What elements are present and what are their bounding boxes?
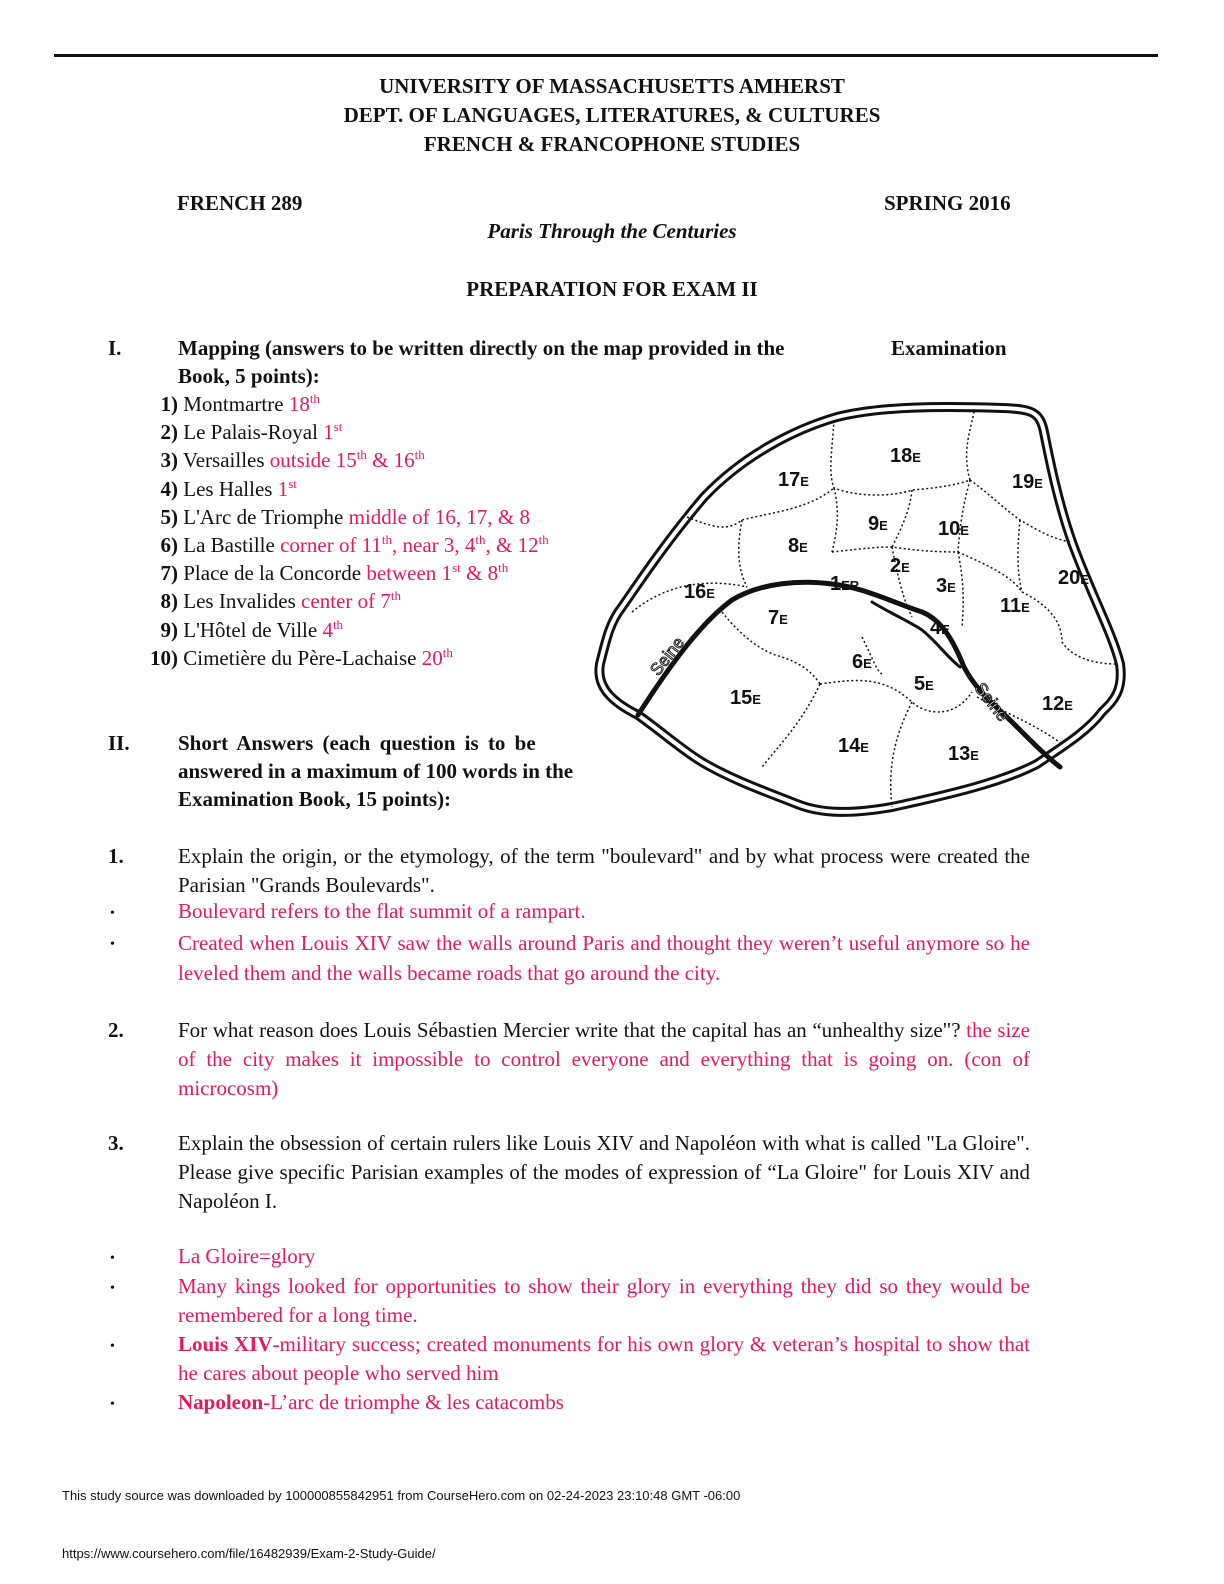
answer-part: 20 xyxy=(421,645,443,670)
ordinal-suffix: th xyxy=(475,532,486,547)
answer-part: center of 7 xyxy=(301,589,391,614)
mapping-item-number: 9) xyxy=(160,617,178,642)
question-3-answer-3 xyxy=(178,1330,1030,1388)
answer-part: 1 xyxy=(277,476,289,501)
seine-label-left: Seine xyxy=(646,633,689,680)
course-subtitle: Paris Through the Centuries xyxy=(487,219,737,243)
ordinal-suffix: st xyxy=(333,419,343,435)
seine-label-right: Seine xyxy=(970,679,1013,725)
section-1-title: Mapping (answers to be written directly on the map provided in the xyxy=(178,336,785,360)
mapping-item xyxy=(130,616,343,644)
mapping-item xyxy=(130,559,508,587)
question-3-text: Explain the obsession of certain rulers like Louis XIV and Napoléon with what is called "La Gloire". Please give specific Parisian examples of the modes of expression of “La Gloire" for Louis XIV and Napoléon I. xyxy=(178,1131,1030,1213)
arrondissement-label: 6E xyxy=(852,651,872,673)
ordinal-suffix: th xyxy=(390,588,401,604)
question-2-answer: the size of the city makes it impossible to control everyone and everything that is going on. (con of microcosm) xyxy=(178,1018,1030,1100)
napoleon-answer: -L’arc de triomphe & les catacombs xyxy=(263,1390,564,1414)
bullet-icon: • xyxy=(110,1339,115,1354)
mapping-item-answer xyxy=(322,618,343,642)
mapping-item xyxy=(130,644,453,672)
ordinal-suffix: th xyxy=(414,447,425,463)
mapping-item-number: 2) xyxy=(160,420,178,445)
answer-part: , & 12 xyxy=(485,533,539,557)
section-2-title: Short Answers (each question is to be xyxy=(178,731,536,755)
top-rule xyxy=(54,54,1158,57)
question-3-answer-4 xyxy=(178,1388,1030,1417)
arrondissement-label: 4E xyxy=(930,617,950,639)
question-1-answer-2: Created when Louis XIV saw the walls around Paris and thought they weren’t useful anymore so he leveled them and the walls became roads that go around the city. xyxy=(178,931,1030,985)
arrondissement-label: 19E xyxy=(1012,471,1043,493)
mapping-item-number: 8) xyxy=(160,589,178,614)
mapping-item-number: 10) xyxy=(150,645,178,670)
answer-part: 18 xyxy=(288,392,310,416)
bullet-icon: • xyxy=(110,906,115,921)
section-2-title-end: Examination Book, 15 points): xyxy=(178,787,452,811)
mapping-item-number: 6) xyxy=(160,533,178,557)
arrondissement-label: 5E xyxy=(914,673,934,695)
answer-part: & 8 xyxy=(460,561,499,586)
paris-arrondissement-map xyxy=(592,402,1132,822)
ordinal-suffix: th xyxy=(442,644,453,660)
mapping-item-text: Les Invalides xyxy=(183,589,302,614)
question-2-number: 2. xyxy=(108,1018,124,1042)
answer-part: between 1 xyxy=(366,561,453,586)
answer-part: outside 15 xyxy=(269,448,357,473)
mapping-item-number: 1) xyxy=(160,392,178,416)
section-1-title-end: Examination xyxy=(891,336,1007,360)
mapping-item-number: 5) xyxy=(160,504,178,529)
exam-title: PREPARATION FOR EXAM II xyxy=(466,277,758,301)
ordinal-suffix: th xyxy=(538,532,549,547)
arrondissement-label: 10E xyxy=(938,518,969,540)
question-1-text: Explain the origin, or the etymology, of the term "boulevard" and by what process were created the Parisian "Grands Boulevards". xyxy=(178,844,1030,897)
mapping-item-answer xyxy=(301,589,401,613)
arrondissement-label: 3E xyxy=(936,575,956,597)
mapping-item-text: Les Halles xyxy=(183,476,278,501)
arrondissement-label: 8E xyxy=(788,535,808,557)
arrondissement-label: 7E xyxy=(768,607,788,629)
mapping-item-answer xyxy=(366,561,508,585)
arrondissement-label: 17E xyxy=(778,469,809,491)
mapping-item xyxy=(130,587,401,615)
louis-xiv-label: Louis XIV xyxy=(178,1332,273,1356)
ordinal-suffix: th xyxy=(332,616,344,632)
arrondissement-label: 18E xyxy=(890,445,921,467)
section-1-numeral: I. xyxy=(108,336,122,360)
arrondissement-label: 1ER xyxy=(830,573,860,595)
bullet-icon: • xyxy=(110,1251,115,1266)
question-3-number: 3. xyxy=(108,1131,124,1155)
mapping-item-text: L'Arc de Triomphe xyxy=(183,504,349,529)
mapping-item xyxy=(130,531,549,559)
mapping-item-number: 4) xyxy=(160,476,178,501)
arrondissement-label: 9E xyxy=(868,513,888,535)
answer-part: corner of 11 xyxy=(280,533,382,557)
program-name: FRENCH & FRANCOPHONE STUDIES xyxy=(423,132,801,156)
ordinal-suffix: st xyxy=(288,475,297,491)
arrondissement-label: 12E xyxy=(1042,693,1073,715)
mapping-item xyxy=(130,418,342,446)
answer-part: middle of 16, 17, & 8 xyxy=(348,504,531,529)
arrondissement-label: 16E xyxy=(684,581,715,603)
answer-part: 1 xyxy=(323,420,334,445)
mapping-item xyxy=(130,503,530,531)
mapping-item xyxy=(130,390,320,418)
mapping-item-answer xyxy=(270,448,425,472)
mapping-item-text: Place de la Concorde xyxy=(183,561,367,586)
answer-part: 4 xyxy=(322,617,333,642)
mapping-item xyxy=(130,475,297,503)
answer-part: & 16 xyxy=(366,448,415,473)
section-1-title-cont: Book, 5 points): xyxy=(178,364,320,388)
ordinal-suffix: th xyxy=(381,532,393,547)
mapping-item-number: 3) xyxy=(160,448,178,473)
section-2-numeral: II. xyxy=(108,731,130,755)
mapping-item-text: Cimetière du Père-Lachaise xyxy=(183,645,422,670)
ordinal-suffix: th xyxy=(309,391,320,406)
mapping-item-answer xyxy=(280,533,549,557)
course-code: FRENCH 289 xyxy=(177,191,303,215)
mapping-item xyxy=(130,446,425,474)
department-name: DEPT. OF LANGUAGES, LITERATURES, & CULTURES xyxy=(343,103,881,127)
ordinal-suffix: th xyxy=(498,560,509,576)
question-3-answer-1: La Gloire=glory xyxy=(178,1244,316,1268)
download-notice: This study source was downloaded by 100000855842951 from CourseHero.com on 02-24-2023 23:10:48 GMT -06:00 xyxy=(62,1488,741,1503)
mapping-item-text: La Bastille xyxy=(183,533,281,557)
question-1-answer-1: Boulevard refers to the flat summit of a rampart. xyxy=(178,899,586,923)
ordinal-suffix: th xyxy=(356,447,367,463)
section-2-title-cont: answered in a maximum of 100 words in the xyxy=(178,759,574,783)
mapping-item-number: 7) xyxy=(160,561,178,586)
napoleon-label: Napoleon xyxy=(178,1390,264,1414)
arrondissement-label: 11E xyxy=(1000,595,1030,617)
mapping-item-text: L'Hôtel de Ville xyxy=(183,617,323,642)
question-2-prompt: For what reason does Louis Sébastien Mercier write that the capital has an “unhealthy size"? xyxy=(178,1018,961,1042)
arrondissement-label: 2E xyxy=(890,555,910,577)
bullet-icon: • xyxy=(110,1281,115,1296)
mapping-item-answer xyxy=(278,477,297,501)
question-3-answer-2: Many kings looked for opportunities to show their glory in everything they did so they would be remembered for a long time. xyxy=(178,1274,1030,1327)
ordinal-suffix: st xyxy=(452,560,461,576)
mapping-item-answer xyxy=(323,420,342,444)
bullet-icon: • xyxy=(110,1397,115,1412)
university-name: UNIVERSITY OF MASSACHUSETTS AMHERST xyxy=(379,74,845,98)
arrondissement-label: 13E xyxy=(948,743,979,765)
bullet-icon: • xyxy=(110,937,115,952)
arrondissement-label: 15E xyxy=(730,687,761,709)
source-url[interactable]: https://www.coursehero.com/file/16482939/Exam-2-Study-Guide/ xyxy=(62,1546,436,1561)
mapping-item-answer xyxy=(289,392,320,416)
question-1-number: 1. xyxy=(108,844,124,868)
mapping-item-text: Montmartre xyxy=(183,392,289,416)
mapping-item-answer xyxy=(422,646,453,670)
mapping-item-text: Versailles xyxy=(182,448,270,473)
arrondissement-label: 20E xyxy=(1058,567,1089,589)
question-2-text xyxy=(178,1016,1030,1103)
mapping-item-answer xyxy=(349,505,530,529)
answer-part: , near 3, 4 xyxy=(392,533,476,557)
louis-xiv-answer: -military success; created monuments for his own glory & veteran’s hospital to show that he cares about people who served him xyxy=(178,1332,1030,1385)
arrondissement-label: 14E xyxy=(838,735,869,757)
term: SPRING 2016 xyxy=(884,191,1011,215)
mapping-item-text: Le Palais-Royal xyxy=(183,420,324,445)
